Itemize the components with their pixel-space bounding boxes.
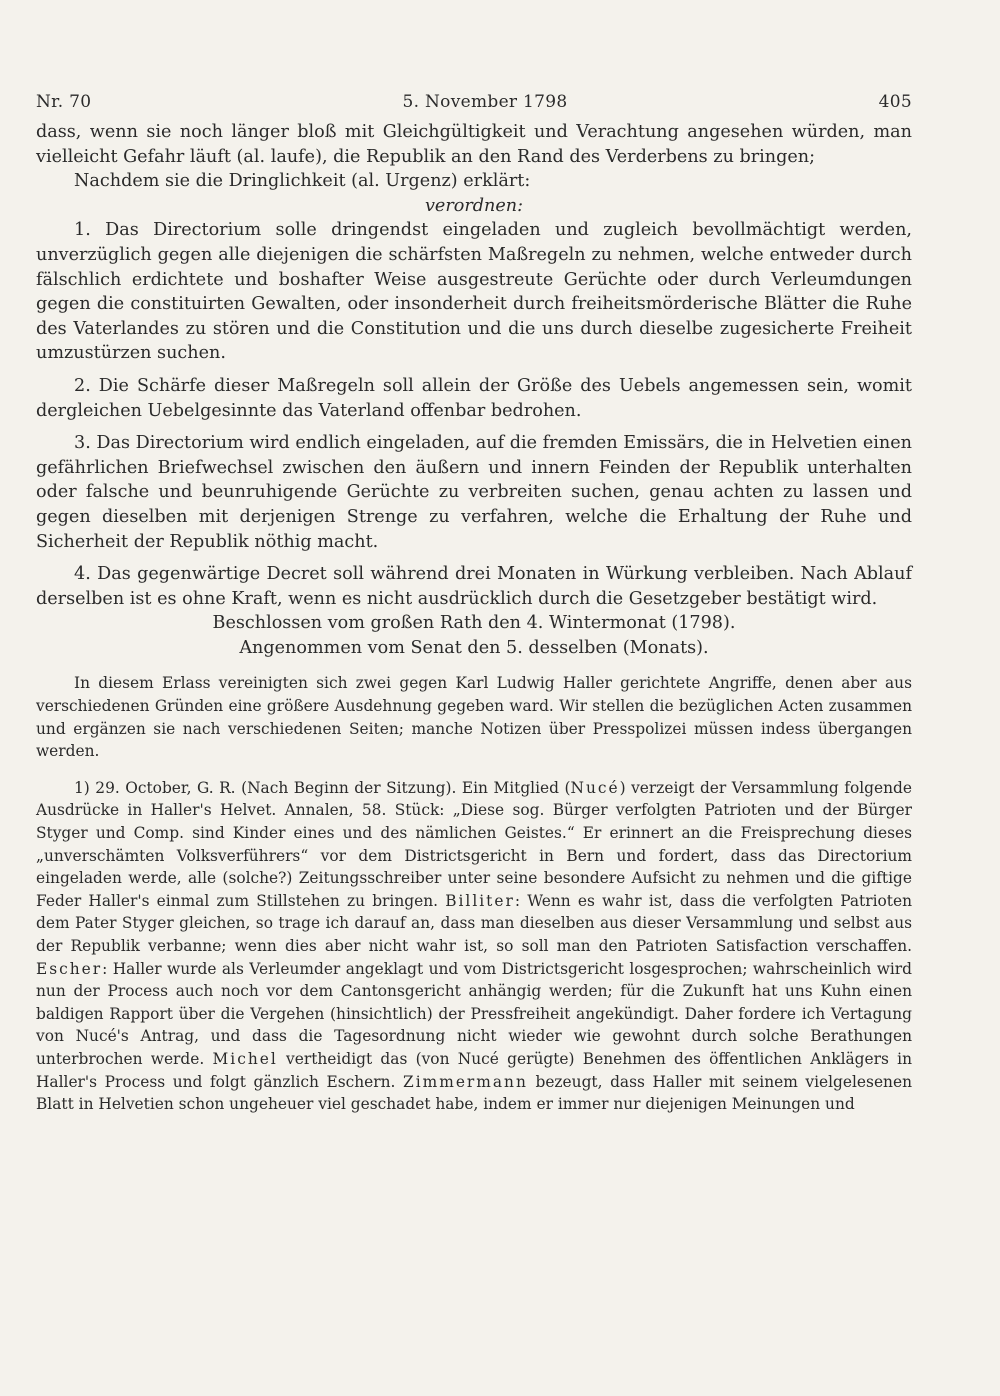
footnote-1-text-a: 1) 29. October, G. R. (Nach Beginn der Sitzung). Ein Mitglied ( [74,778,571,797]
speaker-billiter: Billiter [445,891,515,910]
speaker-zimmermann: Zimmermann [403,1072,528,1091]
decree-text [36,120,912,660]
page-number: 405 [878,92,912,112]
footnote-1-text-d: : Haller wurde als Verleumder angeklagt und vom Districtsgericht losgesprochen; wahrscheinlich wird nun der Process auch noch vor dem Cantonsgericht anhängig werden; für die Zukunft hat uns Kuhn einen baldigen Rapport über die Vergehen (hinsichtlich) der Pressfreiheit angekündigt. Daher fordere ich Vertagung von Nucé's Antrag, und dass die Tagesordnung nicht wieder wie gewohnt durch solche Berathungen unterbrochen werde. [36,959,912,1068]
document-number: Nr. 70 [36,92,92,112]
decree-item-4: 4. Das gegenwärtige Decret soll während drei Monaten in Würkung verbleiben. Nach Ablauf derselben ist es ohne Kraft, wenn es nicht ausdrücklich durch die Gesetzgeber bestätigt wird. [36,564,912,609]
footnote-1-text-c: : Wenn es wahr ist, dass die verfolgten Patrioten dem Pater Styger gleichen, so trage ich darauf an, dass man dieselben aus dieser Versammlung und selbst aus der Republik verbanne; wenn dies aber nicht wahr ist, so soll man den Patrioten Satisfaction verschaffen. [36,891,912,955]
closing-line-2: Angenommen vom Senat den 5. desselben (Monats). [239,637,709,658]
paragraph-urgency: Nachdem sie die Dringlichkeit (al. Urgenz) erklärt: [74,171,531,192]
decree-item-3: 3. Das Directorium wird endlich eingeladen, auf die fremden Emissärs, die in Helvetien einen gefährlichen Briefwechsel zwischen den äußern und innern Feinden der Republik unterhalten oder falsche und beunruhigende Gerüchte zu verbreiten suchen, genau achten zu lassen und gegen dieselben mit derjenigen Strenge zu verfahren, welche die Erhaltung der Ruhe und Sicherheit der Republik nöthig macht. [36,433,912,552]
verordnen-heading: verordnen: [424,195,524,216]
decree-item-2: 2. Die Schärfe dieser Maßregeln soll allein der Größe des Uebels angemessen sein, womit dergleichen Uebelgesinnte das Vaterland offenbar bedrohen. [36,375,912,421]
footnote-1-text-f: bezeugt, dass Haller mit seinem vielgelesenen Blatt in Helvetien schon ungeheuer viel geschadet habe, indem er immer nur diejenigen Meinungen und [36,1072,912,1114]
speaker-michel: Michel [212,1049,278,1068]
paragraph-continuation: dass, wenn sie noch länger bloß mit Gleichgültigkeit und Verachtung angesehen würden, man vielleicht Gefahr läuft (al. laufe), die Republik an den Rand des Verderbens zu bringen; [36,122,912,167]
commentary-intro: In diesem Erlass vereinigten sich zwei gegen Karl Ludwig Haller gerichtete Angriffe, denen aber aus verschiedenen Gründen eine größere Ausdehnung gegeben ward. Wir stellen die bezüglichen Acten zusammen und ergänzen sie nach verschiedenen Seiten; manche Notizen über Presspolizei müssen indess übergangen werden. [36,674,912,761]
footnote-1 [36,777,912,1116]
decree-item-1: 1. Das Directorium solle dringendst eingeladen und zugleich bevollmächtigt werden, unverzüglich gegen alle diejenigen die schärfsten Maßregeln zu nehmen, welche entweder durch fälschlich erdichtete und boshafter Weise ausgestreute Gerüchte oder durch Verleumdungen gegen die constituirten Gewalten, oder insonderheit durch freiheitsmörderische Blätter die Ruhe des Vaterlandes zu stören und die Constitution und die uns durch dieselbe zugesicherte Freiheit umzustürzen suchen. [36,220,912,364]
speaker-nuce: Nucé [570,778,620,797]
speaker-escher: Escher [36,959,103,978]
page-header [36,92,912,112]
footnote-1-text-b: ) verzeigt der Versammlung folgende Ausdrücke in Haller's Helvet. Annalen, 58. Stück: „Diese sog. Bürger verfolgten Patrioten und der Bürger Styger und Comp. sind Kinder eines und des nämlichen Geistes.“ Er erinnert an die Freisprechung dieses „unverschämten Volksverführers“ vor dem Districtsgericht in Bern und fordert, dass das Directorium eingeladen werde, alle (solche?) Zeitungsschreiber unter seine besondere Aufsicht zu nehmen und die giftige Feder Haller's einmal zum Stillstehen zu bringen. [36,778,912,910]
header-date: 5. November 1798 [402,92,568,112]
commentary [36,672,912,1115]
closing-line-1: Beschlossen vom großen Rath den 4. Wintermonat (1798). [212,613,736,634]
footnote-1-text-e: vertheidigt das (von Nucé gerügte) Benehmen des öffentlichen Anklägers in Haller's Process und folgt gänzlich Eschern. [36,1049,912,1091]
